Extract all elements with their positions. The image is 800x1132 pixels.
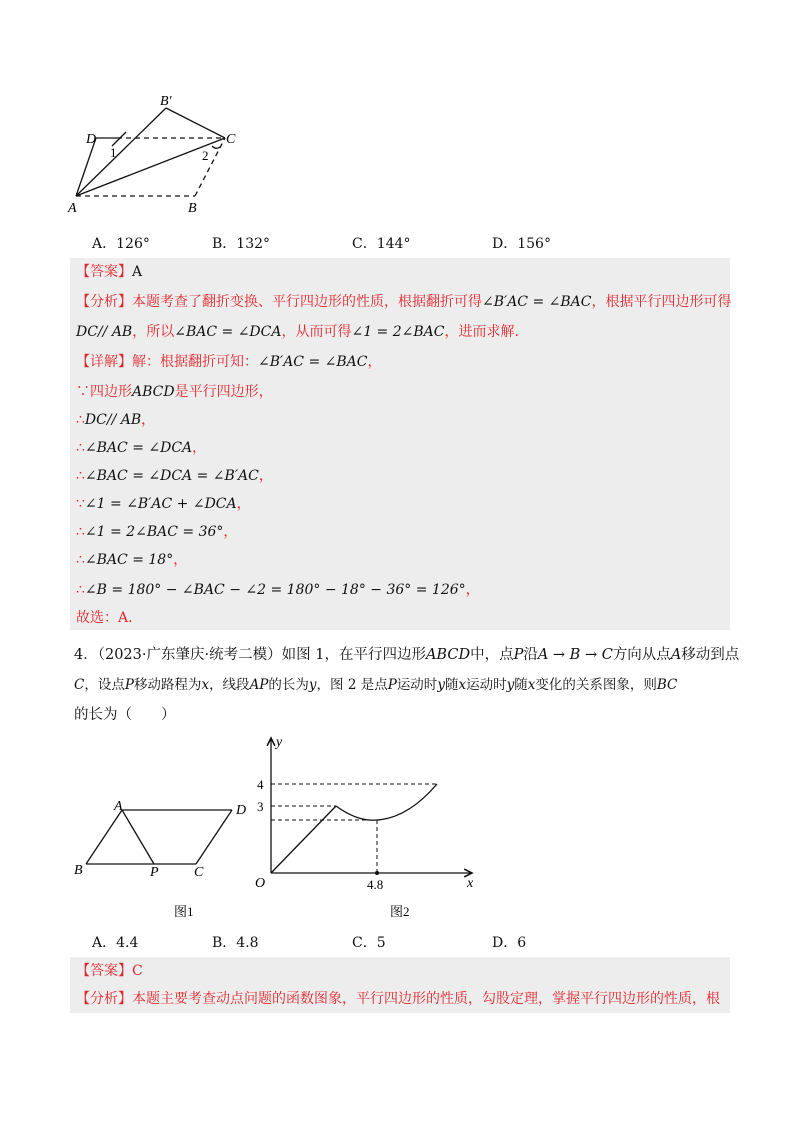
tick-label-3: 3 (257, 799, 264, 814)
edge-ab (86, 810, 122, 864)
segment-ap (122, 810, 154, 864)
label-a: A (68, 201, 77, 216)
tick-label-48: 4.8 (367, 877, 384, 892)
q3-step: ∴∠BAC = 18°， (76, 552, 188, 568)
label-p: P (150, 865, 159, 880)
label-angle-2: 2 (202, 148, 209, 163)
q3-choice: 故选：A. (76, 610, 133, 626)
edge-bc-dashed (195, 138, 225, 196)
q3-step: ∴∠B = 180° − ∠BAC − ∠2 = 180° − 18° − 36° = 126°， (76, 582, 480, 598)
function-graph-figure (250, 730, 490, 922)
q3-analysis-line1: 【分析】本题考查了翻折变换、平行四边形的性质，根据翻折可得∠B′AC = ∠BAC，根据平行四边形可得 (76, 294, 732, 310)
fold-figure (60, 88, 260, 216)
label-a: A (114, 799, 123, 814)
edge-ab-prime (76, 108, 166, 196)
label-d: D (236, 803, 247, 818)
q3-option-c[interactable]: C．144° (352, 236, 411, 252)
point-48 (375, 871, 379, 875)
q3-step: ∴∠BAC = ∠DCA = ∠B′AC， (76, 468, 273, 484)
edge-dc (196, 810, 232, 864)
q4-answer: 【答案】C (76, 963, 143, 979)
angle-2-arc (212, 146, 220, 148)
label-c: C (194, 865, 204, 880)
label-d: D (86, 132, 97, 147)
graph-curve-part (336, 784, 437, 820)
label-b: B (74, 863, 83, 878)
q3-step: ∵∠1 = ∠B′AC + ∠DCA， (76, 496, 251, 512)
label-angle-1: 1 (110, 145, 117, 160)
tick-label-4: 4 (257, 777, 264, 792)
edge-ac (76, 138, 225, 196)
label-b-prime: B′ (160, 94, 172, 109)
graph-linear-part (271, 806, 336, 873)
axis-label-x: x (467, 876, 474, 891)
q4-analysis: 【分析】本题主要考查动点问题的函数图象，平行四边形的性质，勾股定理，掌握平行四边形的性质，根 (76, 991, 720, 1007)
q3-step: ∴∠BAC = ∠DCA， (76, 440, 207, 456)
q3-option-b[interactable]: B．132° (212, 236, 271, 252)
label-b: B (188, 201, 197, 216)
caption-fig1: 图1 (174, 904, 194, 919)
q3-option-d[interactable]: D．156° (492, 236, 551, 252)
q3-option-a[interactable]: A．126° (92, 236, 150, 252)
q4-option-d[interactable]: D．6 (492, 935, 527, 951)
q4-stem-line3: 的长为（ ） (74, 707, 176, 723)
angle-1-arc (112, 132, 126, 146)
origin-label: O (255, 876, 266, 891)
label-c: C (226, 132, 236, 147)
q4-stem-line1: 4．（2023·广东肇庆·统考二模）如图 1，在平行四边形ABCD中，点P沿A → B → C方向从点A移动到点 (74, 647, 740, 663)
axis-label-y: y (276, 735, 283, 750)
parallelogram-figure (66, 740, 256, 920)
q3-analysis-line2: DC// AB，所以∠BAC = ∠DCA，从而可得∠1 = 2∠BAC，进而求解. (76, 324, 519, 340)
q3-step: ∴DC// AB， (76, 412, 156, 428)
q3-answer: 【答案】A (76, 264, 143, 280)
q4-option-c[interactable]: C．5 (352, 935, 386, 951)
q3-step: ∵四边形ABCD是平行四边形， (76, 384, 273, 400)
q3-detail-line: 【详解】解：根据翻折可知：∠B′AC = ∠BAC， (76, 354, 382, 370)
q4-option-a[interactable]: A．4.4 (92, 935, 139, 951)
q4-option-b[interactable]: B．4.8 (212, 935, 259, 951)
q4-stem-line2: C，设点P移动路程为x，线段AP的长为y，图 2 是点P运动时y随x运动时y随x变化的关系图象，则BC (74, 677, 678, 693)
edge-b-prime-c (166, 108, 225, 138)
q3-step: ∴∠1 = 2∠BAC = 36°， (76, 524, 238, 540)
caption-fig2: 图2 (390, 904, 410, 919)
